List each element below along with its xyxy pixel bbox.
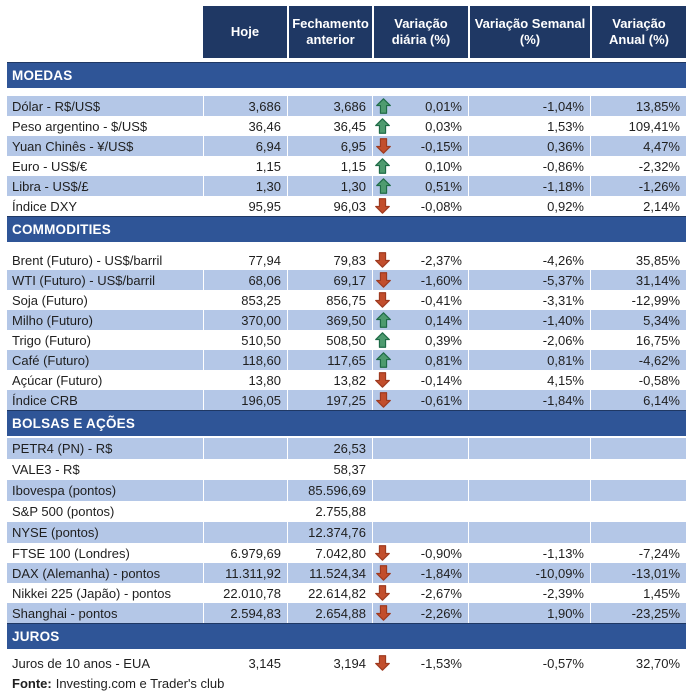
cell-variacao-diaria xyxy=(372,522,468,543)
cell-variacao-anual: 6,14% xyxy=(590,390,686,410)
source-text: Investing.com e Trader's club xyxy=(55,675,225,691)
cell-variacao-anual: 109,41% xyxy=(628,118,680,134)
section-header-bolsas-e-a-es: BOLSAS E AÇÕES xyxy=(7,410,686,436)
down-arrow-icon xyxy=(375,138,392,155)
row-label: WTI (Futuro) - US$/barril xyxy=(7,270,203,290)
cell-variacao-semanal: -10,09% xyxy=(468,563,590,583)
table-row xyxy=(7,459,686,480)
cell-hoje: 853,25 xyxy=(241,292,281,308)
cell-variacao-diaria xyxy=(372,459,468,480)
table-row xyxy=(7,480,686,501)
cell-value: -2,67% xyxy=(420,585,462,601)
cell-variacao-diaria xyxy=(372,480,468,501)
market-table xyxy=(7,6,686,673)
cell-value: -2,37% xyxy=(420,252,462,268)
cell-variacao-semanal: -1,13% xyxy=(542,545,584,561)
cell-hoje: 11.311,92 xyxy=(203,563,287,583)
cell-hoje: 118,60 xyxy=(203,350,287,370)
cell-fechamento-anterior: 11.524,34 xyxy=(287,563,372,583)
row-label: NYSE (pontos) xyxy=(7,522,203,543)
cell-variacao-anual xyxy=(590,438,686,459)
table-body xyxy=(7,62,686,673)
cell-hoje: 22.010,78 xyxy=(223,585,281,601)
column-header-variacao-semanal: Variação Semanal (%) xyxy=(468,6,590,58)
cell-fechamento-anterior: 6,95 xyxy=(287,136,372,156)
cell-hoje: 196,05 xyxy=(203,390,287,410)
cell-fechamento-anterior: 79,83 xyxy=(333,252,366,268)
cell-variacao-semanal xyxy=(468,459,590,480)
cell-hoje: 6,94 xyxy=(203,136,287,156)
cell-variacao-semanal xyxy=(468,522,590,543)
up-arrow-icon xyxy=(374,118,391,135)
column-header-variacao-diaria: Variação diária (%) xyxy=(372,6,468,58)
cell-hoje xyxy=(203,438,287,459)
column-header-hoje: Hoje xyxy=(203,6,287,58)
cell-variacao-semanal: -1,18% xyxy=(468,176,590,196)
section-header-juros: JUROS xyxy=(7,623,686,649)
cell-variacao-anual: -4,62% xyxy=(590,350,686,370)
cell-value: 0,14% xyxy=(425,312,462,328)
cell-variacao-semanal: -1,84% xyxy=(468,390,590,410)
row-label: Brent (Futuro) - US$/barril xyxy=(12,252,163,268)
row-label: Euro - US$/€ xyxy=(12,158,88,174)
cell-fechamento-anterior: 3,686 xyxy=(287,96,372,116)
row-label: Peso argentino - $/US$ xyxy=(12,118,148,134)
cell-fechamento-anterior: 7.042,80 xyxy=(315,545,366,561)
table-row xyxy=(7,653,686,673)
cell-variacao-anual: -0,58% xyxy=(638,372,680,388)
row-label: S&P 500 (pontos) xyxy=(12,504,115,519)
cell-hoje: 6.979,69 xyxy=(230,545,281,561)
down-arrow-icon xyxy=(375,565,392,582)
section-header-commodities: COMMODITIES xyxy=(7,216,686,242)
cell-variacao-diaria xyxy=(372,501,468,522)
cell-variacao-diaria xyxy=(372,543,468,563)
cell-variacao-diaria xyxy=(372,156,468,176)
cell-value: 0,39% xyxy=(425,332,462,348)
cell-variacao-anual: 5,34% xyxy=(590,310,686,330)
cell-fechamento-anterior: 26,53 xyxy=(287,438,372,459)
cell-fechamento-anterior: 96,03 xyxy=(333,198,366,214)
cell-variacao-semanal: -0,86% xyxy=(542,158,584,174)
cell-value: -1,53% xyxy=(420,655,462,671)
section-header-moedas: MOEDAS xyxy=(7,62,686,88)
column-header-fechamento: Fechamento anterior xyxy=(287,6,372,58)
cell-fechamento-anterior: 1,30 xyxy=(287,176,372,196)
cell-variacao-diaria xyxy=(372,438,468,459)
up-arrow-icon xyxy=(375,178,392,195)
cell-variacao-semanal: 4,15% xyxy=(547,372,584,388)
cell-value: -0,41% xyxy=(420,292,462,308)
table-row xyxy=(7,136,686,156)
cell-variacao-semanal xyxy=(468,501,590,522)
cell-variacao-anual: 31,14% xyxy=(590,270,686,290)
cell-value: -0,08% xyxy=(420,198,462,214)
cell-variacao-semanal: -3,31% xyxy=(542,292,584,308)
cell-variacao-diaria xyxy=(372,563,468,583)
row-label: Milho (Futuro) xyxy=(7,310,203,330)
up-arrow-icon xyxy=(374,332,391,349)
table-row xyxy=(7,543,686,563)
cell-variacao-semanal: -0,57% xyxy=(542,655,584,671)
cell-fechamento-anterior: 58,37 xyxy=(333,462,366,477)
cell-value: -2,26% xyxy=(420,605,462,621)
cell-hoje: 3,145 xyxy=(248,655,281,671)
row-label: Nikkei 225 (Japão) - pontos xyxy=(12,585,171,601)
up-arrow-icon xyxy=(375,98,392,115)
cell-variacao-diaria xyxy=(372,370,468,390)
cell-variacao-anual: 35,85% xyxy=(635,252,680,268)
cell-variacao-diaria xyxy=(372,136,468,156)
down-arrow-icon xyxy=(374,655,391,672)
cell-fechamento-anterior: 369,50 xyxy=(287,310,372,330)
cell-variacao-anual: 2,14% xyxy=(643,198,680,214)
row-label: Trigo (Futuro) xyxy=(12,332,91,348)
down-arrow-icon xyxy=(374,585,391,602)
cell-variacao-anual xyxy=(590,459,686,480)
row-label: VALE3 - R$ xyxy=(12,462,80,477)
table-row xyxy=(7,196,686,216)
cell-value: -1,84% xyxy=(420,565,462,581)
cell-value: 0,03% xyxy=(425,118,462,134)
cell-variacao-anual: 32,70% xyxy=(635,655,680,671)
row-label: Café (Futuro) xyxy=(7,350,203,370)
row-label: Açúcar (Futuro) xyxy=(12,372,103,388)
source-note xyxy=(7,673,686,693)
cell-variacao-diaria xyxy=(372,350,468,370)
cell-variacao-semanal: 1,53% xyxy=(547,118,584,134)
cell-hoje: 95,95 xyxy=(248,198,281,214)
cell-hoje: 1,30 xyxy=(203,176,287,196)
cell-fechamento-anterior: 69,17 xyxy=(287,270,372,290)
row-label: Shanghai - pontos xyxy=(7,603,203,623)
cell-hoje xyxy=(203,480,287,501)
cell-fechamento-anterior: 508,50 xyxy=(326,332,366,348)
cell-variacao-semanal: -4,26% xyxy=(542,252,584,268)
table-row xyxy=(7,250,686,270)
cell-variacao-diaria xyxy=(372,270,468,290)
cell-hoje: 68,06 xyxy=(203,270,287,290)
cell-hoje: 370,00 xyxy=(203,310,287,330)
cell-hoje: 13,80 xyxy=(248,372,281,388)
down-arrow-icon xyxy=(374,372,391,389)
cell-variacao-anual: -1,26% xyxy=(590,176,686,196)
table-row xyxy=(7,350,686,370)
cell-value: -0,61% xyxy=(420,392,462,408)
cell-fechamento-anterior: 36,45 xyxy=(333,118,366,134)
table-row xyxy=(7,390,686,410)
cell-variacao-diaria xyxy=(372,96,468,116)
table-row xyxy=(7,96,686,116)
cell-variacao-semanal: -1,40% xyxy=(468,310,590,330)
cell-hoje: 1,15 xyxy=(255,158,281,174)
row-label: Ibovespa (pontos) xyxy=(7,480,203,501)
cell-value: 0,10% xyxy=(425,158,462,174)
cell-variacao-semanal xyxy=(468,438,590,459)
cell-variacao-diaria xyxy=(372,390,468,410)
down-arrow-icon xyxy=(375,272,392,289)
table-row xyxy=(7,563,686,583)
cell-variacao-semanal: -2,06% xyxy=(542,332,584,348)
down-arrow-icon xyxy=(374,198,391,215)
cell-value: 0,01% xyxy=(425,98,462,114)
row-label: Libra - US$/£ xyxy=(7,176,203,196)
cell-value: -0,90% xyxy=(420,545,462,561)
cell-value: 0,81% xyxy=(425,352,462,368)
table-row xyxy=(7,438,686,459)
cell-fechamento-anterior: 22.614,82 xyxy=(308,585,366,601)
cell-variacao-diaria xyxy=(372,583,468,603)
table-row xyxy=(7,522,686,543)
table-row xyxy=(7,603,686,623)
cell-variacao-anual: 4,47% xyxy=(590,136,686,156)
cell-variacao-anual: -2,32% xyxy=(638,158,680,174)
cell-variacao-diaria xyxy=(372,250,468,270)
cell-hoje: 510,50 xyxy=(241,332,281,348)
cell-variacao-anual: 16,75% xyxy=(635,332,680,348)
row-label: Índice DXY xyxy=(12,198,78,214)
cell-variacao-diaria xyxy=(372,310,468,330)
cell-variacao-anual xyxy=(590,501,686,522)
cell-hoje xyxy=(203,522,287,543)
table-row xyxy=(7,310,686,330)
table-row xyxy=(7,290,686,310)
column-header-variacao-anual: Variação Anual (%) xyxy=(590,6,686,58)
table-row xyxy=(7,270,686,290)
down-arrow-icon xyxy=(375,392,392,409)
cell-value: -0,15% xyxy=(420,138,462,154)
cell-variacao-anual: -23,25% xyxy=(590,603,686,623)
cell-variacao-semanal: -2,39% xyxy=(542,585,584,601)
cell-fechamento-anterior: 12.374,76 xyxy=(287,522,372,543)
cell-variacao-semanal: 0,81% xyxy=(468,350,590,370)
up-arrow-icon xyxy=(375,312,392,329)
cell-fechamento-anterior: 85.596,69 xyxy=(287,480,372,501)
cell-variacao-diaria xyxy=(372,330,468,350)
cell-value: -0,14% xyxy=(420,372,462,388)
row-label: DAX (Alemanha) - pontos xyxy=(7,563,203,583)
cell-variacao-diaria xyxy=(372,603,468,623)
cell-hoje xyxy=(203,459,287,480)
cell-variacao-diaria xyxy=(372,196,468,216)
cell-variacao-anual: -12,99% xyxy=(631,292,680,308)
cell-hoje xyxy=(203,501,287,522)
cell-hoje: 77,94 xyxy=(248,252,281,268)
cell-fechamento-anterior: 2.654,88 xyxy=(287,603,372,623)
down-arrow-icon xyxy=(374,545,391,562)
cell-variacao-anual: 13,85% xyxy=(590,96,686,116)
table-row xyxy=(7,156,686,176)
table-row xyxy=(7,501,686,522)
table-row xyxy=(7,176,686,196)
table-row xyxy=(7,116,686,136)
row-label: Juros de 10 anos - EUA xyxy=(12,655,151,671)
row-label: Índice CRB xyxy=(7,390,203,410)
cell-value: 0,51% xyxy=(425,178,462,194)
source-label: Fonte: xyxy=(12,675,52,691)
cell-hoje: 2.594,83 xyxy=(203,603,287,623)
cell-variacao-anual xyxy=(590,522,686,543)
cell-variacao-semanal xyxy=(468,480,590,501)
cell-variacao-semanal: -1,04% xyxy=(468,96,590,116)
cell-fechamento-anterior: 1,15 xyxy=(340,158,366,174)
table-row xyxy=(7,583,686,603)
cell-variacao-anual xyxy=(590,480,686,501)
table-row xyxy=(7,330,686,350)
cell-fechamento-anterior: 3,194 xyxy=(333,655,366,671)
table-header-row xyxy=(7,6,686,58)
cell-fechamento-anterior: 856,75 xyxy=(326,292,366,308)
cell-variacao-semanal: 1,90% xyxy=(468,603,590,623)
cell-fechamento-anterior: 2.755,88 xyxy=(315,504,366,519)
row-label: Yuan Chinês - ¥/US$ xyxy=(7,136,203,156)
cell-hoje: 36,46 xyxy=(248,118,281,134)
cell-variacao-anual: -7,24% xyxy=(638,545,680,561)
cell-variacao-anual: -13,01% xyxy=(590,563,686,583)
cell-variacao-semanal: -5,37% xyxy=(468,270,590,290)
cell-variacao-diaria xyxy=(372,116,468,136)
row-label: Soja (Futuro) xyxy=(12,292,88,308)
cell-variacao-diaria xyxy=(372,653,468,673)
cell-hoje: 3,686 xyxy=(203,96,287,116)
cell-fechamento-anterior: 117,65 xyxy=(287,350,372,370)
cell-fechamento-anterior: 13,82 xyxy=(333,372,366,388)
down-arrow-icon xyxy=(374,252,391,269)
table-row xyxy=(7,370,686,390)
cell-fechamento-anterior: 197,25 xyxy=(287,390,372,410)
up-arrow-icon xyxy=(374,158,391,175)
cell-variacao-diaria xyxy=(372,176,468,196)
up-arrow-icon xyxy=(375,352,392,369)
cell-value: -1,60% xyxy=(420,272,462,288)
row-label: PETR4 (PN) - R$ xyxy=(7,438,203,459)
cell-variacao-semanal: 0,36% xyxy=(468,136,590,156)
row-label: Dólar - R$/US$ xyxy=(7,96,203,116)
cell-variacao-diaria xyxy=(372,290,468,310)
row-label: FTSE 100 (Londres) xyxy=(12,545,130,561)
cell-variacao-anual: 1,45% xyxy=(643,585,680,601)
down-arrow-icon xyxy=(374,292,391,309)
down-arrow-icon xyxy=(375,605,392,622)
header-empty-cell xyxy=(7,6,203,58)
cell-variacao-semanal: 0,92% xyxy=(547,198,584,214)
